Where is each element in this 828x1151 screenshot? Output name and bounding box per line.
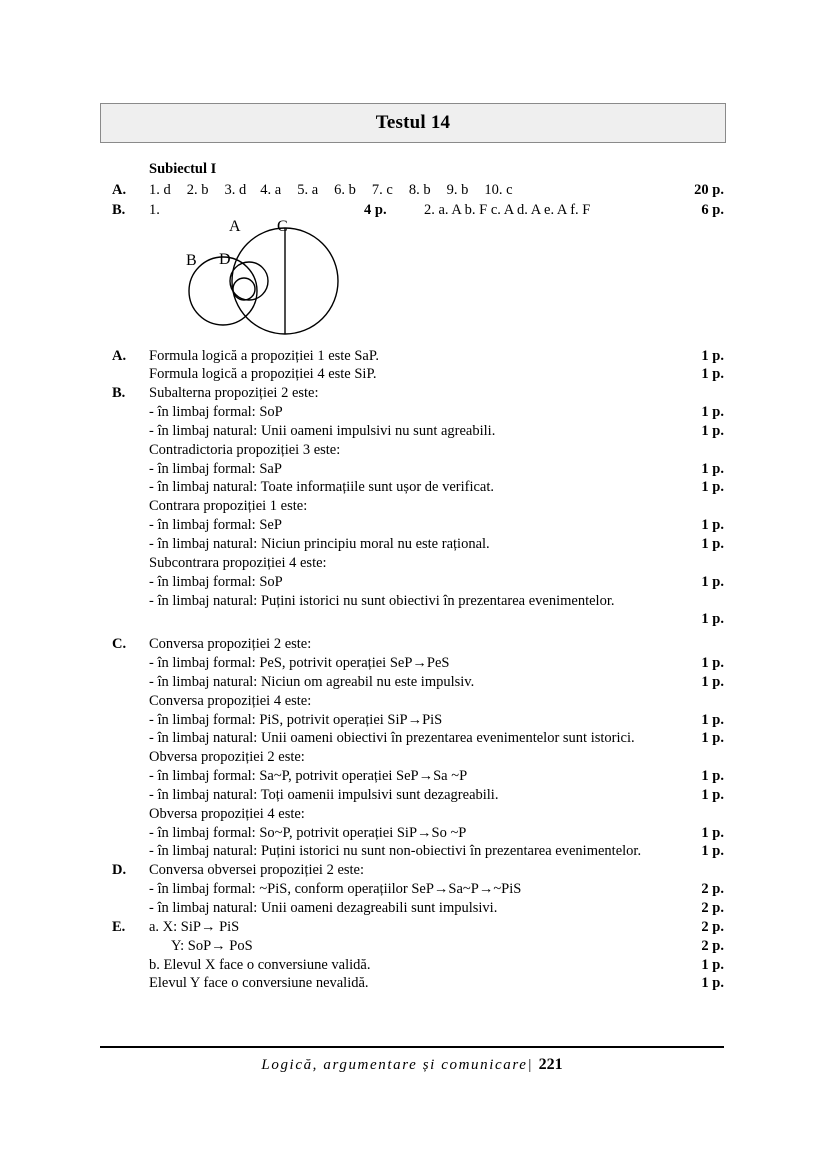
answer-points: 1 p.: [701, 404, 724, 421]
answer-line: [149, 899, 724, 918]
footer-divider: [100, 1046, 724, 1048]
answer-text: - în limbaj natural: Niciun principiu moral nu este rațional.: [149, 535, 490, 552]
section-body-c: [149, 635, 724, 861]
answer-line: [149, 711, 724, 730]
answer-line: [149, 880, 724, 899]
answer-text: Subalterna propoziției 2 este:: [149, 385, 319, 402]
answer-item: 4. a: [260, 181, 282, 198]
venn-diagram: [149, 219, 389, 339]
section-a: [112, 347, 724, 385]
answer-text: Y: SoP→ PoS: [171, 937, 253, 954]
section-marker-d: D.: [112, 862, 127, 879]
answer-key-row-b: [112, 201, 724, 220]
answer-points: 1 p.: [701, 460, 724, 477]
page-number: 221: [538, 1056, 563, 1073]
answer-text: - în limbaj natural: Unii oameni obiectivi în prezentarea evenimentelor sunt istorici.: [149, 730, 635, 747]
answer-text: - în limbaj natural: Toate informațiile sunt ușor de verificat.: [149, 479, 495, 496]
section-e: [112, 918, 724, 993]
answer-line: [149, 497, 724, 516]
answer-key-label-b1: 1.: [149, 201, 160, 218]
answer-points: 1 p.: [701, 975, 724, 992]
answer-text: Contradictoria propoziției 3 este:: [149, 441, 341, 458]
venn-label-c: C: [277, 218, 288, 235]
answer-text: Formula logică a propoziției 1 este SaP.: [149, 347, 379, 364]
section-body-d: [149, 861, 724, 918]
answer-line: [149, 956, 724, 975]
answer-line: [149, 937, 724, 956]
answer-line: [149, 384, 724, 403]
test-title-banner: [100, 103, 726, 143]
answer-line: [149, 365, 724, 384]
answer-text: Conversa obversei propoziției 2 este:: [149, 862, 365, 879]
answer-text: Contrara propoziției 1 este:: [149, 498, 308, 515]
answer-text: - în limbaj formal: SoP: [149, 573, 283, 590]
answer-text: Formula logică a propoziției 4 este SiP.: [149, 366, 377, 383]
answer-line: [149, 974, 724, 993]
answer-item: 2. b: [186, 181, 209, 198]
answer-key-row-a: [112, 181, 724, 200]
answer-points: 1 p.: [701, 573, 724, 590]
answer-text: a. X: SiP→ PiS: [149, 918, 240, 935]
answer-line: [149, 403, 724, 422]
answer-points: 1 p.: [701, 711, 724, 728]
answer-text: - în limbaj formal: SaP: [149, 460, 282, 477]
answer-item: 10. c: [484, 181, 513, 198]
answer-text: Conversa propoziției 4 este:: [149, 692, 312, 709]
answer-key-marker-b: B.: [112, 201, 126, 218]
section-marker-b: B.: [112, 385, 126, 402]
answer-item: 5. a: [297, 181, 319, 198]
answer-line: [149, 441, 724, 460]
answer-key-points-a: 20 p.: [694, 181, 724, 198]
answer-text: - în limbaj natural: Puțini istorici nu sunt non-obiectivi în prezentarea evenimentelor.: [149, 843, 642, 860]
answer-points: 1 p.: [701, 655, 724, 672]
page-title: Testul 14: [375, 112, 451, 133]
answer-line: [149, 422, 724, 441]
answer-item: 1. d: [149, 181, 171, 198]
answer-points: 1 p.: [701, 366, 724, 383]
section-c: [112, 635, 724, 861]
answer-points: 2 p.: [701, 881, 724, 898]
answer-points: 1 p.: [701, 347, 724, 364]
answer-line: [149, 824, 724, 843]
answer-line: [149, 767, 724, 786]
answer-points: 2 p.: [701, 900, 724, 916]
venn-label-d: D: [219, 250, 231, 268]
answer-line: [149, 654, 724, 673]
answer-points: 2 p.: [701, 918, 724, 935]
answer-line: [149, 692, 724, 711]
venn-diagram-container: [149, 219, 724, 341]
answer-points: 1 p.: [701, 479, 724, 496]
answer-text: - în limbaj natural: Puțini istorici nu sunt obiectivi în prezentarea evenimentelor.: [149, 592, 615, 609]
answer-points: 1 p.: [701, 611, 724, 628]
answer-key-items-a: [149, 181, 680, 200]
section-marker-e: E.: [112, 918, 126, 935]
answer-points: 1 p.: [701, 673, 724, 690]
venn-label-a: A: [229, 218, 241, 235]
answer-line: [149, 729, 724, 748]
section-body-e: [149, 918, 724, 993]
answer-item: 7. c: [371, 181, 393, 198]
footer: [100, 1056, 724, 1074]
answer-key-marker-a: A.: [112, 181, 127, 198]
answer-text: - în limbaj formal: Sa~P, potrivit operației SeP→Sa ~P: [149, 768, 468, 785]
answer-line: [149, 805, 724, 824]
answer-points: 1 p.: [701, 843, 724, 860]
answer-line: [149, 918, 724, 937]
subject-heading: Subiectul I: [149, 161, 217, 177]
answer-text: Obversa propoziției 4 este:: [149, 805, 305, 822]
answer-text: - în limbaj formal: So~P, potrivit operației SiP→So ~P: [149, 824, 467, 841]
answer-text: Subcontrara propoziției 4 este:: [149, 554, 327, 571]
venn-circle-inner: [233, 278, 255, 300]
answer-key-points-b2: 6 p.: [701, 201, 724, 218]
answers-content: [112, 160, 724, 993]
answer-points: 1 p.: [701, 517, 724, 534]
answer-text: - în limbaj formal: PiS, potrivit operației SiP→PiS: [149, 711, 443, 728]
answer-text: Conversa propoziției 2 este:: [149, 636, 312, 653]
answer-item: 3. d: [224, 181, 247, 198]
answer-line: [149, 460, 724, 479]
answer-line: [149, 516, 724, 535]
answer-line: [149, 842, 724, 861]
answer-text: - în limbaj formal: SoP: [149, 404, 283, 421]
answer-text: - în limbaj formal: PeS, potrivit operației SeP→PeS: [149, 655, 450, 672]
answer-points: 1 p.: [701, 786, 724, 803]
answer-line: [149, 592, 724, 611]
answer-item: 9. b: [446, 181, 469, 198]
answer-text: Obversa propoziției 2 este:: [149, 749, 305, 766]
answer-key-label-b2: 2. a. A b. F c. A d. A e. A f. F: [424, 201, 591, 218]
answer-item: 8. b: [408, 181, 431, 198]
answer-item: 6. b: [334, 181, 356, 198]
answer-points: 1 p.: [701, 956, 724, 973]
answer-key-points-b1: 4 p.: [364, 201, 387, 218]
section-b: [112, 384, 724, 629]
answer-points: 1 p.: [701, 730, 724, 747]
answer-text: - în limbaj natural: Toți oamenii impulsivi sunt dezagreabili.: [149, 786, 499, 803]
section-marker-a: A.: [112, 347, 127, 364]
venn-label-b: B: [186, 251, 197, 269]
answer-points: 1 p.: [701, 768, 724, 785]
answer-line: [149, 635, 724, 654]
answer-text: - în limbaj formal: ~PiS, conform operațiilor SeP→Sa~P→~PiS: [149, 881, 522, 898]
section-body-b: [149, 384, 724, 629]
answer-text: - în limbaj natural: Niciun om agreabil nu este impulsiv.: [149, 673, 475, 690]
answer-line: [149, 347, 724, 366]
answer-text: - în limbaj formal: SeP: [149, 517, 282, 534]
answer-text: - în limbaj natural: Unii oameni dezagreabili sunt impulsivi.: [149, 900, 498, 916]
answer-text: Elevul Y face o conversiune nevalidă.: [149, 975, 369, 992]
answer-points: 1 p.: [701, 422, 724, 439]
footer-text: Logică, argumentare și comunicare|: [261, 1057, 534, 1073]
answer-key-items-b: [149, 201, 680, 220]
answer-points: 2 p.: [701, 937, 724, 954]
answer-text: b. Elevul X face o conversiune validă.: [149, 956, 371, 973]
answer-line: [149, 478, 724, 497]
section-body-a: [149, 347, 724, 385]
answer-line: [149, 861, 724, 880]
answer-line: [149, 535, 724, 554]
answer-points: 1 p.: [701, 535, 724, 552]
answer-points: 1 p.: [701, 824, 724, 841]
answer-line: [149, 554, 724, 573]
answer-line: [149, 573, 724, 592]
answer-line: [149, 786, 724, 805]
section-d: [112, 861, 724, 918]
answer-line: [149, 673, 724, 692]
answer-line: [149, 748, 724, 767]
answer-text: - în limbaj natural: Unii oameni impulsivi nu sunt agreabili.: [149, 422, 496, 439]
section-marker-c: C.: [112, 636, 127, 653]
